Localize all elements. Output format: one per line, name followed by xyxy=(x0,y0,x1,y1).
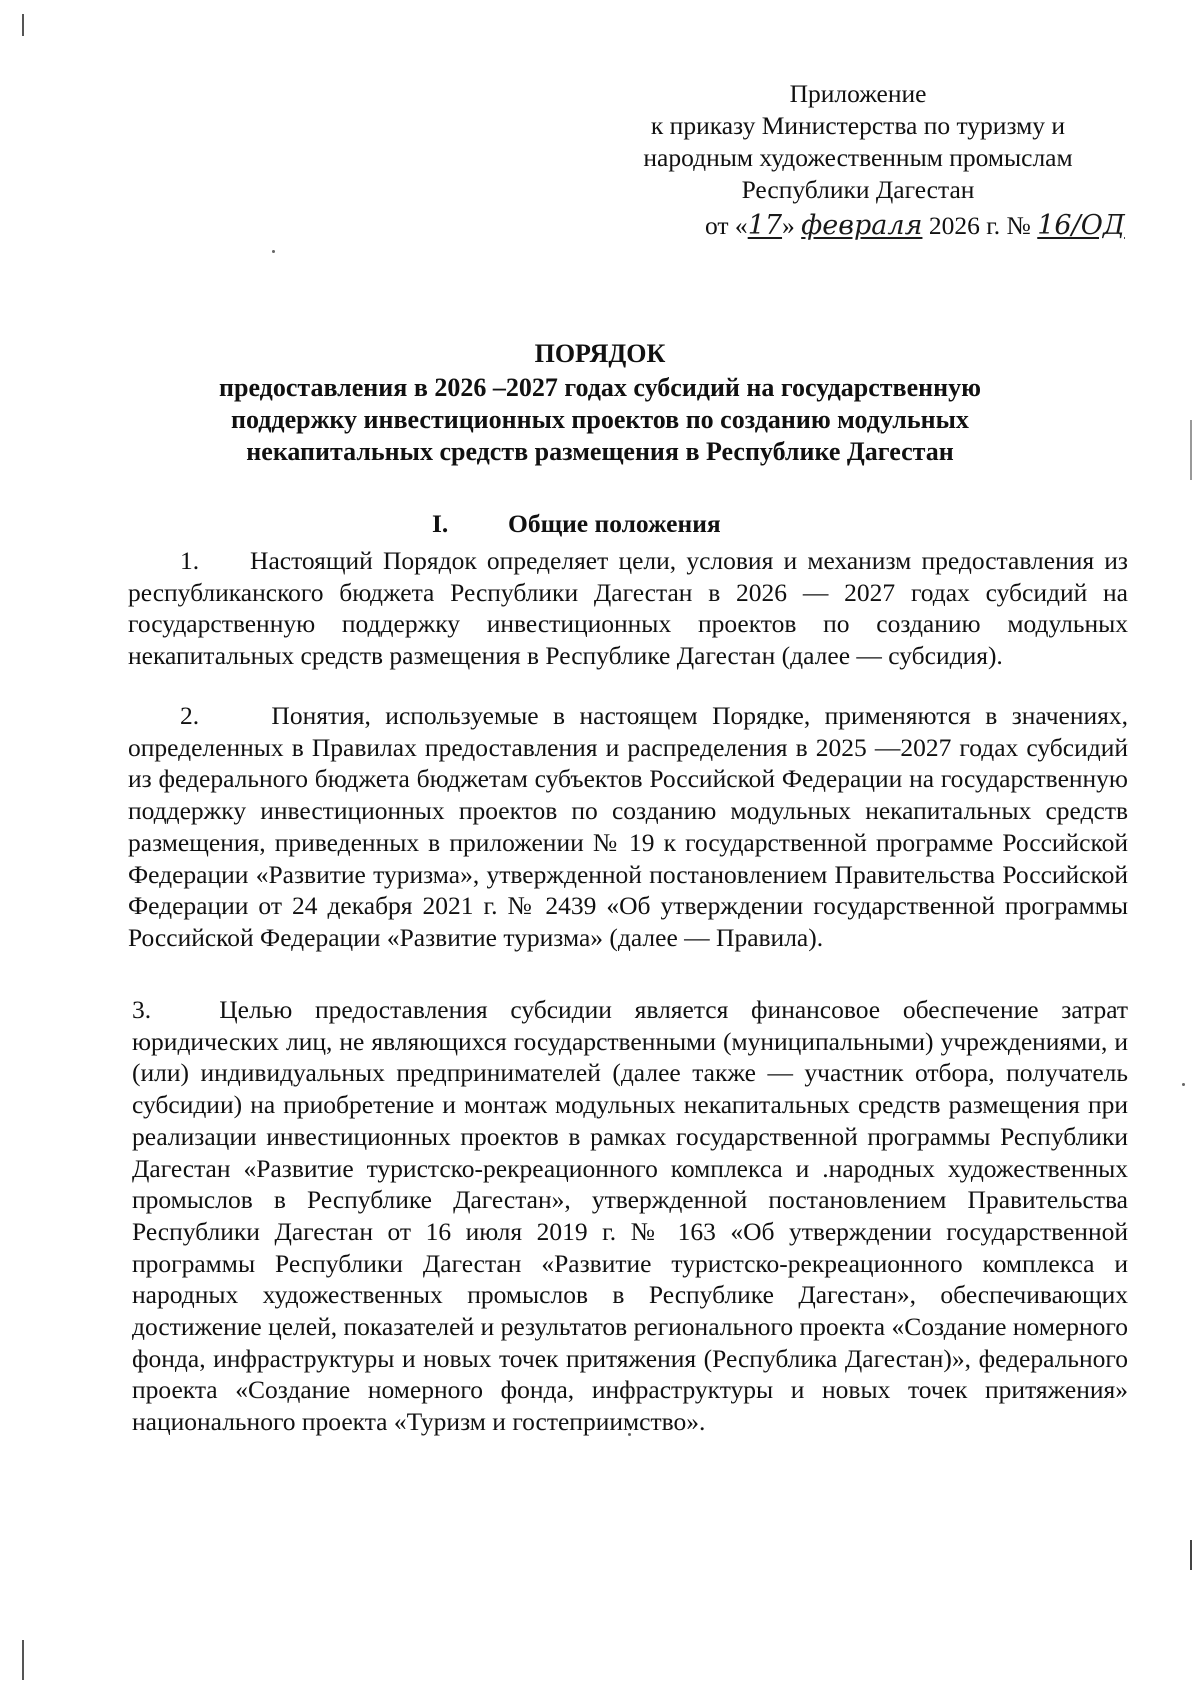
scan-edge-mark xyxy=(1190,420,1192,480)
appendix-header xyxy=(598,78,1118,206)
document-title xyxy=(150,338,1050,468)
order-month-handwritten: февраля xyxy=(801,210,923,241)
order-day-handwritten: 17 xyxy=(747,210,783,241)
paragraph-1-text: 1. Настоящий Порядок определяет цели, условия и механизм предоставления из республиканского бюджета Республики Дагестан в 2026 — 2027 годах субсидий на государственную поддержку инвестиционных проектов по созданию модульных некапитальных средств размещения в Республике Дагестан (далее — субсидия). xyxy=(128,546,1128,671)
scan-edge-mark xyxy=(1190,1540,1192,1570)
order-number-handwritten: 16/ОД xyxy=(1037,210,1125,241)
title-line-1: предоставления в 2026 –2027 годах субсидий на государственную xyxy=(219,373,981,402)
order-date-number xyxy=(705,210,1125,241)
paragraph-1 xyxy=(128,545,1128,672)
order-prefix: от « xyxy=(705,211,748,240)
order-mid: » xyxy=(782,211,802,240)
appendix-republic: Республики Дагестан xyxy=(741,175,975,204)
appendix-order-ref: к приказу Министерства по туризму и xyxy=(650,111,1066,140)
scan-edge-mark xyxy=(22,14,24,36)
title-line-3: некапитальных средств размещения в Республике Дагестан xyxy=(246,437,954,466)
paragraph-3-text: 3. Целью предоставления субсидии является финансовое обеспечение затрат юридических лиц, не являющихся государственными (муниципальными) учреждениями, и (или) индивидуальных предпринимателей (далее также — участник отбора, получатель субсидии) на приобретение и монтаж модульных некапитальных средств размещения при реализации инвестиционных проектов в рамках государственной программы Республики Дагестан «Развитие туристско-рекреационного комплекса и .народных художественных промыслов в Республике Дагестан», утвержденной постановлением Правительства Республики Дагестан от 16 июля 2019 г. № 163 «Об утверждении государственной программы Республики Дагестан «Развитие туристско-рекреационного комплекса и народных художественных промыслов в Республике Дагестан», обеспечивающих достижение целей, показателей и результатов регионального проекта «Создание номерного фонда, инфраструктуры и новых точек притяжения (Республика Дагестан)», федерального проекта «Создание номерного фонда, инфраструктуры и новых точек притяжения» национального проекта «Туризм и гостеприимство». xyxy=(132,995,1128,1437)
paragraph-3 xyxy=(132,994,1128,1438)
appendix-ministry: народным художественным промыслам xyxy=(643,143,1073,172)
scan-speck xyxy=(1182,1083,1185,1086)
title-main: ПОРЯДОК xyxy=(534,339,666,368)
section-title: Общие положения xyxy=(508,509,721,538)
scan-speck xyxy=(272,250,275,253)
title-line-2: поддержку инвестиционных проектов по созданию модульных xyxy=(231,405,969,434)
scan-edge-mark xyxy=(22,1640,24,1680)
order-year: 2026 г. № xyxy=(922,211,1038,240)
appendix-label: Приложение xyxy=(789,79,927,108)
section-number: I. xyxy=(432,509,449,538)
paragraph-2-text: 2. Понятия, используемые в настоящем Порядке, применяются в значениях, определенных в Правилах предоставления и распределения в 2025 —2027 годах субсидий из федерального бюджета бюджетам субъектов Российской Федерации на государственную поддержку инвестиционных проектов по созданию модульных некапитальных средств размещения, приведенных в приложении № 19 к государственной программе Российской Федерации «Развитие туризма», утвержденной постановлением Правительства Российской Федерации от 24 декабря 2021 г. № 2439 «Об утверждении государственной программы Российской Федерации «Развитие туризма» (далее — Правила). xyxy=(128,701,1128,952)
paragraph-2 xyxy=(128,700,1128,954)
